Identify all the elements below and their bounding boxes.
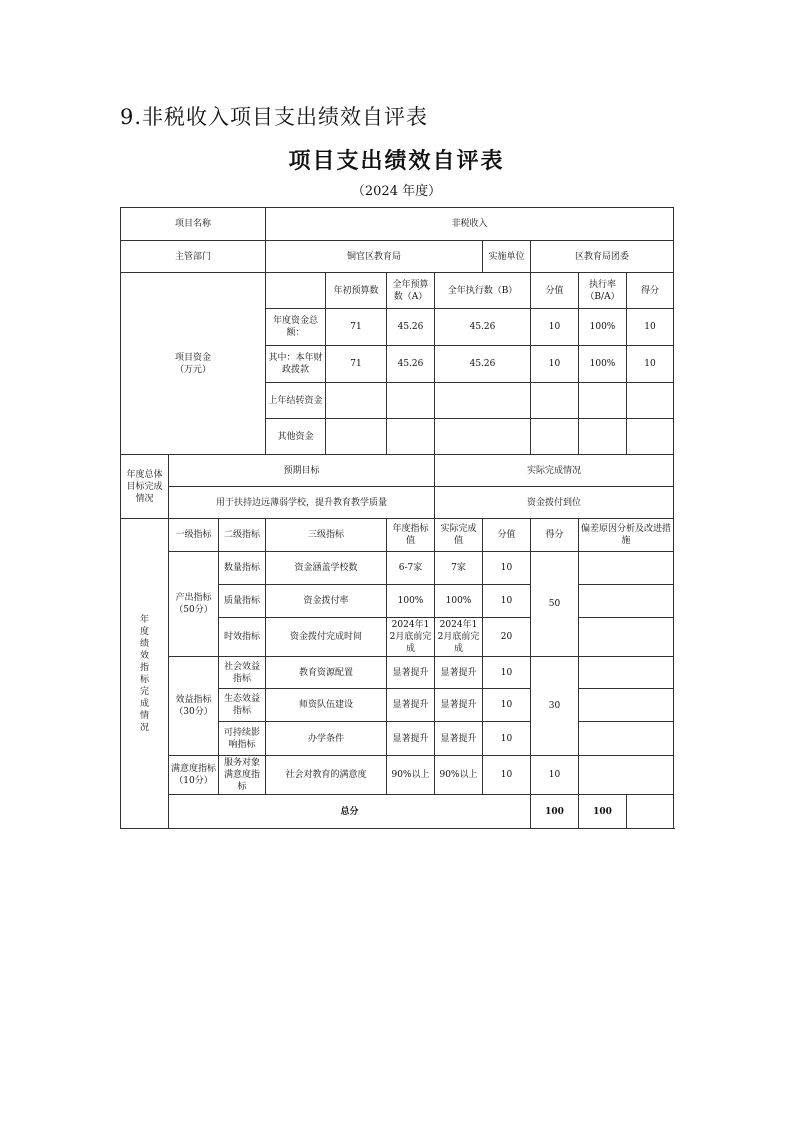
project-name-value: 非税收入 xyxy=(266,208,674,241)
deviation-cell xyxy=(579,756,674,795)
level2-cell: 质量指标 xyxy=(219,585,266,618)
target-cell: 2024年12月底前完成 xyxy=(387,618,435,657)
deviation-cell xyxy=(579,722,674,756)
funds-annual: 45.26 xyxy=(387,346,435,383)
table-row xyxy=(121,519,674,552)
ind-header-level2: 二级指标 xyxy=(219,519,266,552)
funds-header-initial: 年初预算数 xyxy=(326,273,387,309)
table-row xyxy=(121,795,674,829)
level1-output: 产出指标（50分） xyxy=(169,552,219,657)
total-label: 总分 xyxy=(169,795,531,829)
funds-executed: 45.26 xyxy=(435,346,531,383)
points-cell: 10 xyxy=(483,722,531,756)
table-row xyxy=(121,487,674,519)
level2-cell: 时效指标 xyxy=(219,618,266,657)
level2-cell: 社会效益指标 xyxy=(219,657,266,689)
funds-executed: 45.26 xyxy=(435,309,531,346)
funds-annual xyxy=(387,383,435,419)
total-deviation xyxy=(627,795,674,829)
funds-header-rate: 执行率（B/A） xyxy=(579,273,627,309)
funds-row-label: 其中：本年财政拨款 xyxy=(266,346,326,383)
funds-rate xyxy=(579,419,627,455)
level3-cell: 资金拨付率 xyxy=(266,585,387,618)
funds-executed xyxy=(435,383,531,419)
ind-header-actual: 实际完成值 xyxy=(435,519,483,552)
impl-value: 区教育局团委 xyxy=(531,241,674,273)
points-cell: 10 xyxy=(483,756,531,795)
level1-benefit: 效益指标（30分） xyxy=(169,657,219,756)
impl-label: 实施单位 xyxy=(483,241,531,273)
dept-label: 主管部门 xyxy=(121,241,266,273)
level3-cell: 资金涵盖学校数 xyxy=(266,552,387,585)
funds-label-text: 项目资金 （万元） xyxy=(174,352,211,375)
funds-annual xyxy=(387,419,435,455)
dept-value: 铜官区教育局 xyxy=(266,241,483,273)
funds-label xyxy=(121,273,266,455)
funds-initial xyxy=(326,419,387,455)
funds-annual: 45.26 xyxy=(387,309,435,346)
points-cell: 20 xyxy=(483,618,531,657)
actual-cell: 100% xyxy=(435,585,483,618)
total-points: 100 xyxy=(531,795,579,829)
funds-initial: 71 xyxy=(326,346,387,383)
ind-header-score: 得分 xyxy=(531,519,579,552)
funds-header-annual: 全年预算数（A） xyxy=(387,273,435,309)
funds-rate xyxy=(579,383,627,419)
funds-score-value: 10 xyxy=(531,309,579,346)
ind-header-level1: 一级指标 xyxy=(169,519,219,552)
target-cell: 显著提升 xyxy=(387,657,435,689)
level3-cell: 办学条件 xyxy=(266,722,387,756)
funds-rate: 100% xyxy=(579,309,627,346)
level3-cell: 教育资源配置 xyxy=(266,657,387,689)
target-cell: 100% xyxy=(387,585,435,618)
table-row xyxy=(121,241,674,273)
group-score-benefit: 30 xyxy=(531,657,579,756)
funds-initial: 71 xyxy=(326,309,387,346)
indicators-side-label xyxy=(121,519,169,829)
target-cell: 显著提升 xyxy=(387,722,435,756)
funds-score xyxy=(627,419,674,455)
goals-actual-value: 资金拨付到位 xyxy=(435,487,674,519)
actual-cell: 显著提升 xyxy=(435,657,483,689)
funds-initial xyxy=(326,383,387,419)
funds-header-executed: 全年执行数（B） xyxy=(435,273,531,309)
level2-cell: 生态效益指标 xyxy=(219,689,266,722)
target-cell: 90%以上 xyxy=(387,756,435,795)
deviation-cell xyxy=(579,689,674,722)
target-cell: 6-7家 xyxy=(387,552,435,585)
deviation-cell xyxy=(579,657,674,689)
goals-expected-value: 用于扶持边远薄弱学校，提升教育教学质量 xyxy=(169,487,435,519)
performance-table xyxy=(120,207,674,829)
goals-expected-label: 预期目标 xyxy=(169,455,435,487)
level2-cell: 可持续影响指标 xyxy=(219,722,266,756)
table-row xyxy=(121,273,674,309)
funds-row-label: 其他资金 xyxy=(266,419,326,455)
form-title: 项目支出绩效自评表 xyxy=(288,148,505,174)
actual-cell: 显著提升 xyxy=(435,689,483,722)
deviation-cell xyxy=(579,585,674,618)
level3-cell: 资金拨付完成时间 xyxy=(266,618,387,657)
total-score: 100 xyxy=(579,795,627,829)
actual-cell: 2024年12月底前完成 xyxy=(435,618,483,657)
ind-header-deviation: 偏差原因分析及改进措施 xyxy=(579,519,674,552)
actual-cell: 显著提升 xyxy=(435,722,483,756)
funds-score-value: 10 xyxy=(531,346,579,383)
level2-cell: 数量指标 xyxy=(219,552,266,585)
goals-actual-label: 实际完成情况 xyxy=(435,455,674,487)
funds-score-value xyxy=(531,419,579,455)
table-row xyxy=(121,455,674,487)
funds-row-label: 上年结转资金 xyxy=(266,383,326,419)
funds-score: 10 xyxy=(627,309,674,346)
group-score-satisfaction: 10 xyxy=(531,756,579,795)
target-cell: 显著提升 xyxy=(387,689,435,722)
goals-label: 年度总体目标完成情况 xyxy=(121,455,169,519)
funds-score-value xyxy=(531,383,579,419)
level1-satisfaction: 满意度指标（10分） xyxy=(169,756,219,795)
section-heading: 9.非税收入项目支出绩效自评表 xyxy=(120,105,429,129)
actual-cell: 7家 xyxy=(435,552,483,585)
level3-cell: 师资队伍建设 xyxy=(266,689,387,722)
funds-rate: 100% xyxy=(579,346,627,383)
funds-header-score: 得分 xyxy=(627,273,674,309)
points-cell: 10 xyxy=(483,585,531,618)
table-row xyxy=(121,208,674,241)
group-score-output: 50 xyxy=(531,552,579,657)
funds-score xyxy=(627,383,674,419)
funds-row-label: 年度资金总额： xyxy=(266,309,326,346)
funds-header-blank xyxy=(266,273,326,309)
deviation-cell xyxy=(579,552,674,585)
indicators-side-label-text: 年度绩效指标完成情况 xyxy=(139,614,149,733)
form-year: （2024 年度） xyxy=(351,184,442,199)
points-cell: 10 xyxy=(483,552,531,585)
ind-header-level3: 三级指标 xyxy=(266,519,387,552)
level3-cell: 社会对教育的满意度 xyxy=(266,756,387,795)
deviation-cell xyxy=(579,618,674,657)
ind-header-points: 分值 xyxy=(483,519,531,552)
funds-header-score-value: 分值 xyxy=(531,273,579,309)
points-cell: 10 xyxy=(483,657,531,689)
table-row xyxy=(121,756,674,795)
table-row xyxy=(121,657,674,689)
points-cell: 10 xyxy=(483,689,531,722)
funds-score: 10 xyxy=(627,346,674,383)
table-row xyxy=(121,552,674,585)
ind-header-target: 年度指标值 xyxy=(387,519,435,552)
actual-cell: 90%以上 xyxy=(435,756,483,795)
level2-cell: 服务对象满意度指标 xyxy=(219,756,266,795)
project-name-label: 项目名称 xyxy=(121,208,266,241)
funds-executed xyxy=(435,419,531,455)
